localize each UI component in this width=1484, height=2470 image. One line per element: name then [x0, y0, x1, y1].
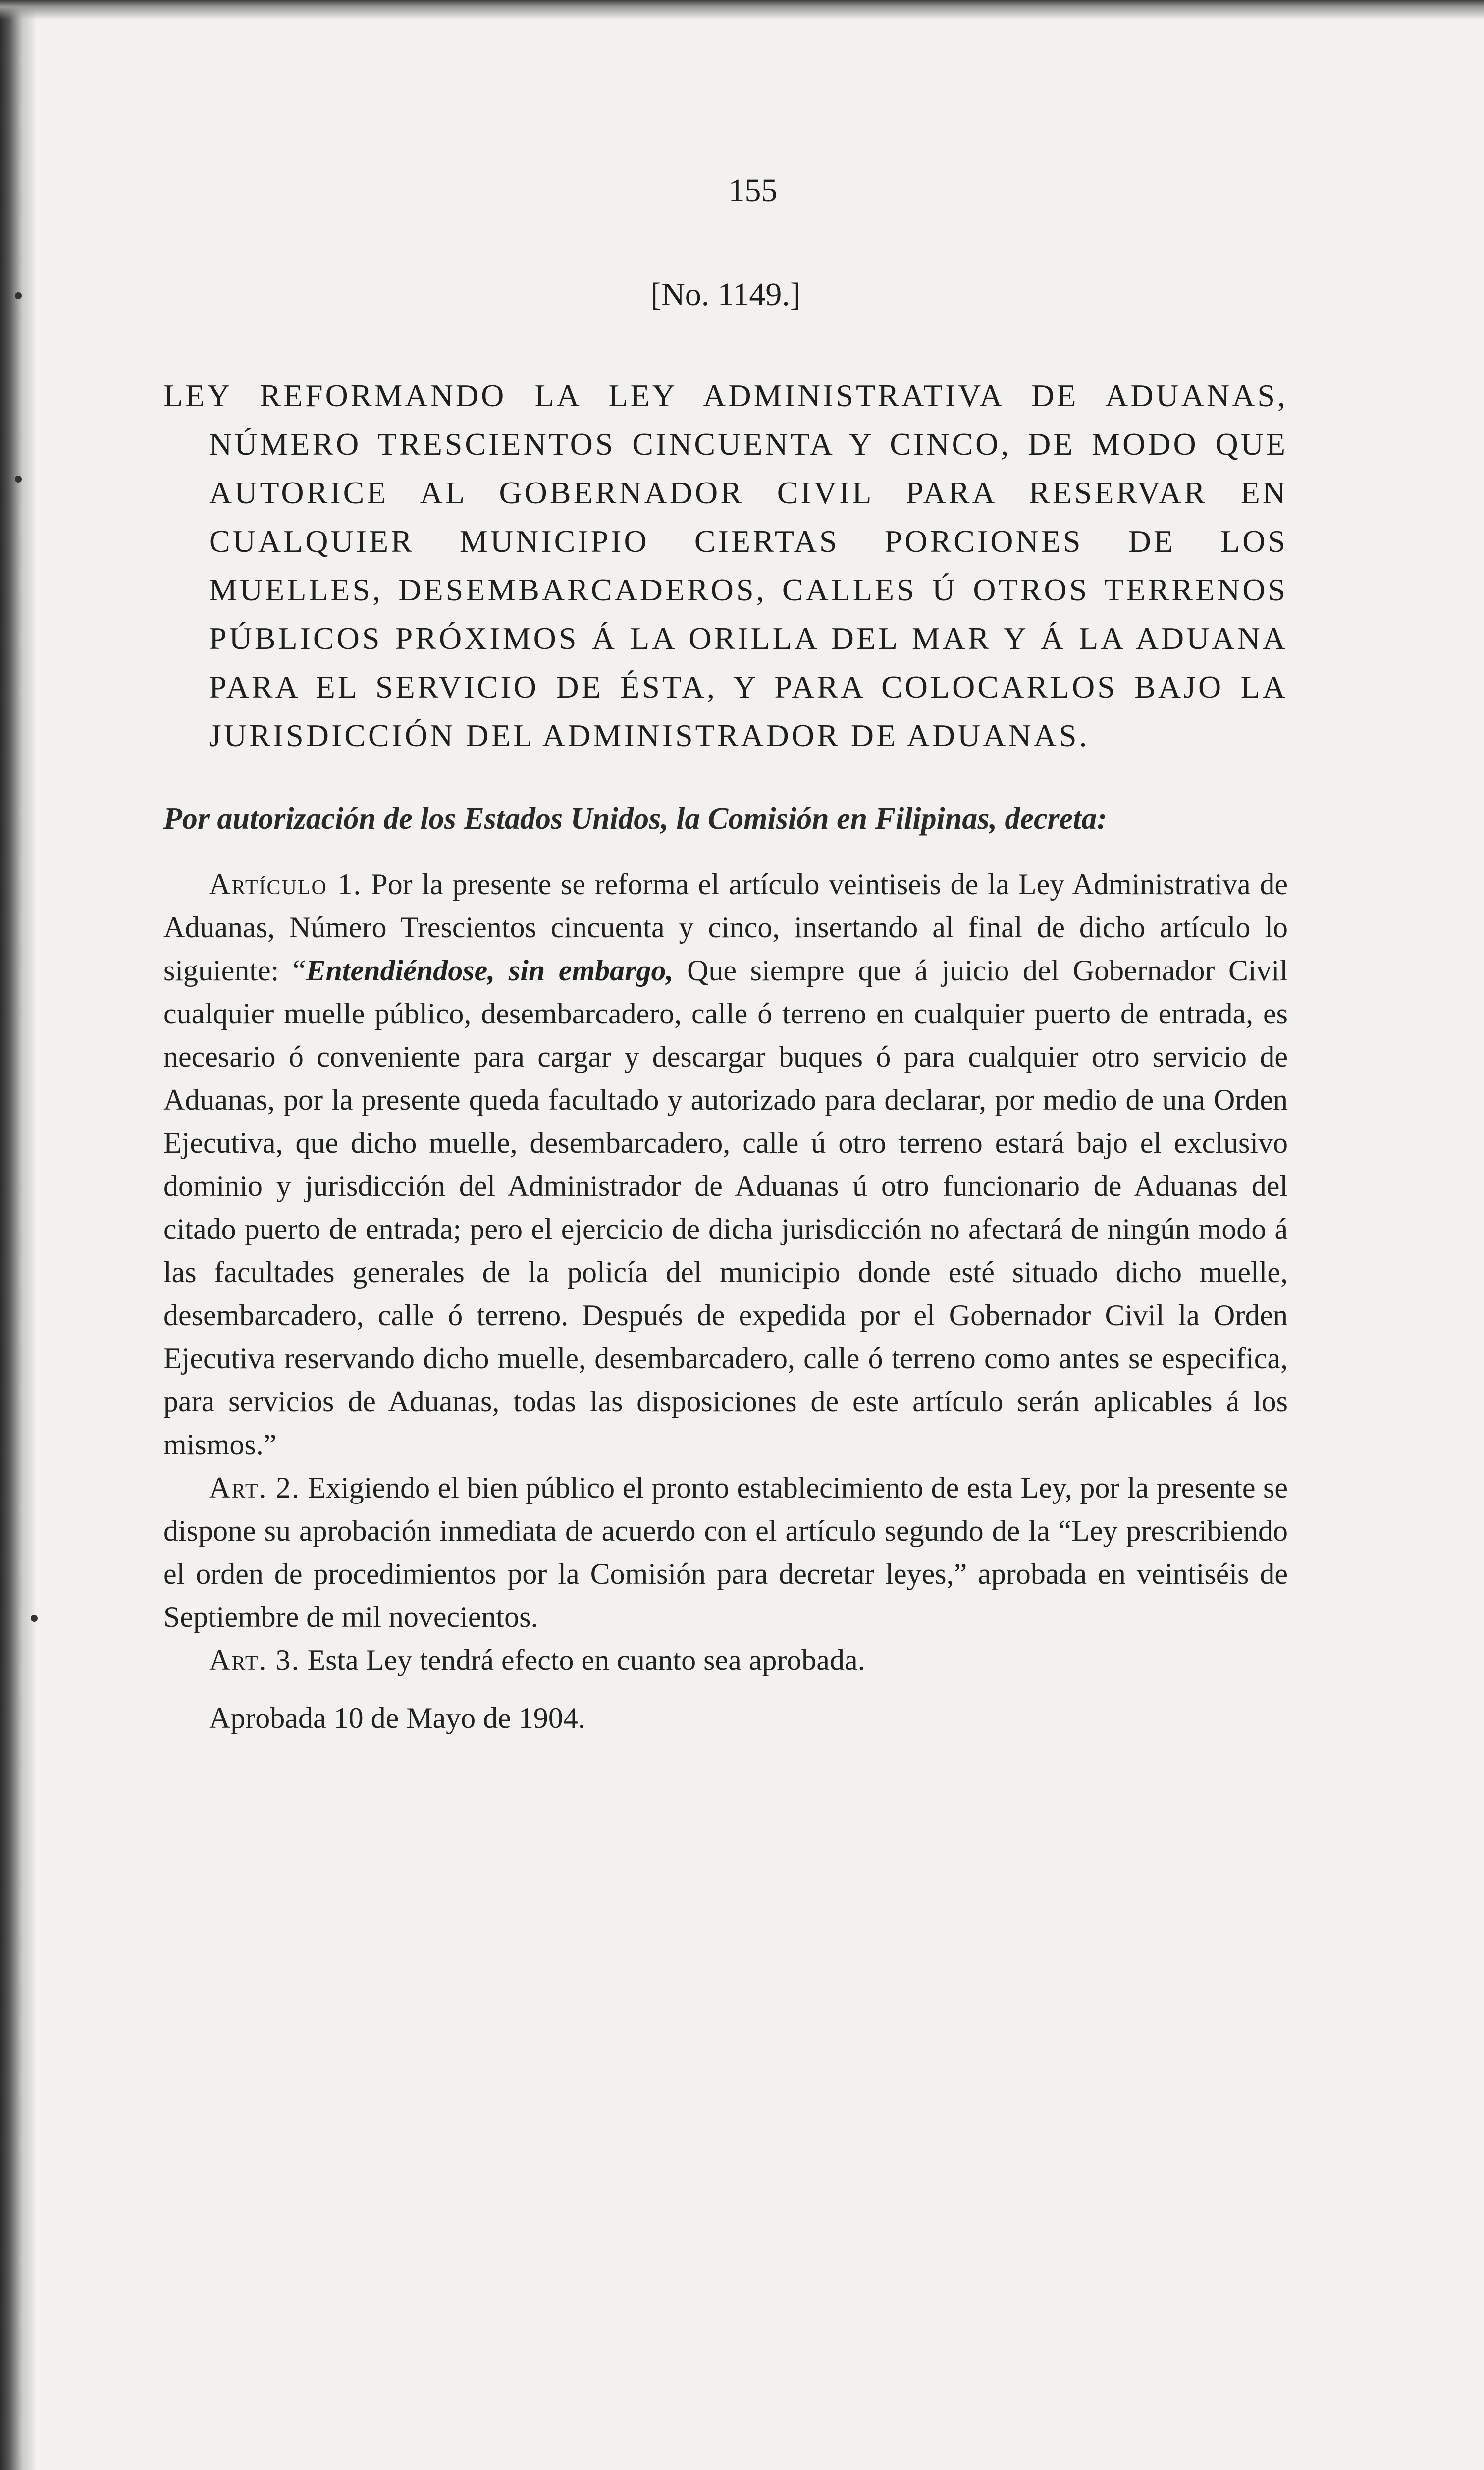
article-label: Art. 2.	[209, 1471, 300, 1504]
page-number: 155	[728, 172, 778, 209]
document-page	[163, 168, 1288, 1740]
scan-speck	[31, 1615, 38, 1622]
article-label: Art. 3.	[209, 1644, 300, 1676]
article-text: Exigiendo el bien público el pronto establecimiento de esta Ley, por la presente se dispone su aprobación inmediata de acuerdo con el artículo segundo de la “Ley prescribiendo el orden de procedimientos por la Comisión para decretar leyes,” aprobada en veintiséis de Septiembre de mil novecientos.	[163, 1471, 1288, 1633]
article-2	[163, 1466, 1288, 1639]
law-number: [No. 1149.]	[650, 276, 801, 313]
law-title: LEY REFORMANDO LA LEY ADMINISTRATIVA DE ADUANAS, NÚMERO TRESCIENTOS CINCUENTA Y CINCO, DE MODO QUE AUTORICE AL GOBERNADOR CIVIL PARA RESERVAR EN CUALQUIER MUNICIPIO CIERTAS PORCIONES DE LOS MUELLES, DESEMBARCADEROS, CALLES Ú OTROS TERRENOS PÚBLICOS PRÓXIMOS Á LA ORILLA DEL MAR Y Á LA ADUANA PARA EL SERVICIO DE ÉSTA, Y PARA COLOCARLOS BAJO LA JURISDICCIÓN DEL ADMINISTRADOR DE ADUANAS.	[163, 378, 1288, 753]
article-emphasis: Entendiéndose, sin embargo,	[306, 954, 674, 987]
scan-speck	[15, 292, 22, 299]
article-1	[163, 863, 1288, 1466]
article-text: Que siempre que á juicio del Gobernador Civil cualquier muelle público, desembarcadero, calle ó terreno en cualquier puerto de entrada, es necesario ó conveniente para cargar y descargar buques ó para cualquier otro servicio de Aduanas, por la presente queda facultado y autorizado para declarar, por medio de una Orden Ejecutiva, que dicho muelle, desembarcadero, calle ú otro terreno estará bajo el exclusivo dominio y jurisdicción del Administrador de Aduanas ú otro funcionario de Aduanas del citado puerto de entrada; pero el ejercicio de dicha jurisdicción no afectará de ningún modo á las facultades generales de la policía del municipio donde esté situado dicho muelle, desembarcadero, calle ó terreno. Después de expedida por el Gobernador Civil la Orden Ejecutiva reservando dicho muelle, desembarcadero, calle ó terreno como antes se especifica, para servicios de Aduanas, todas las disposiciones de este artículo serán aplicables á los mismos.”	[163, 954, 1288, 1461]
article-text: Por la presente se reforma el artículo veintiseis de la Ley Administrativa de Aduanas, Número Trescientos cincuenta y cinco, insertando al final de dicho artículo lo siguiente: “	[163, 868, 1288, 987]
scan-speck	[15, 476, 22, 483]
approval-date: Aprobada 10 de Mayo de 1904.	[209, 1702, 585, 1734]
article-label: Artículo 1.	[209, 868, 362, 901]
article-text: Esta Ley tendrá efecto en cuanto sea aprobada.	[300, 1644, 865, 1676]
scan-edge-top	[0, 0, 1484, 20]
article-3	[163, 1639, 1288, 1682]
scan-edge-left	[0, 0, 35, 2470]
enacting-clause: Por autorización de los Estados Unidos, la Comisión en Filipinas, decreta:	[163, 802, 1108, 836]
